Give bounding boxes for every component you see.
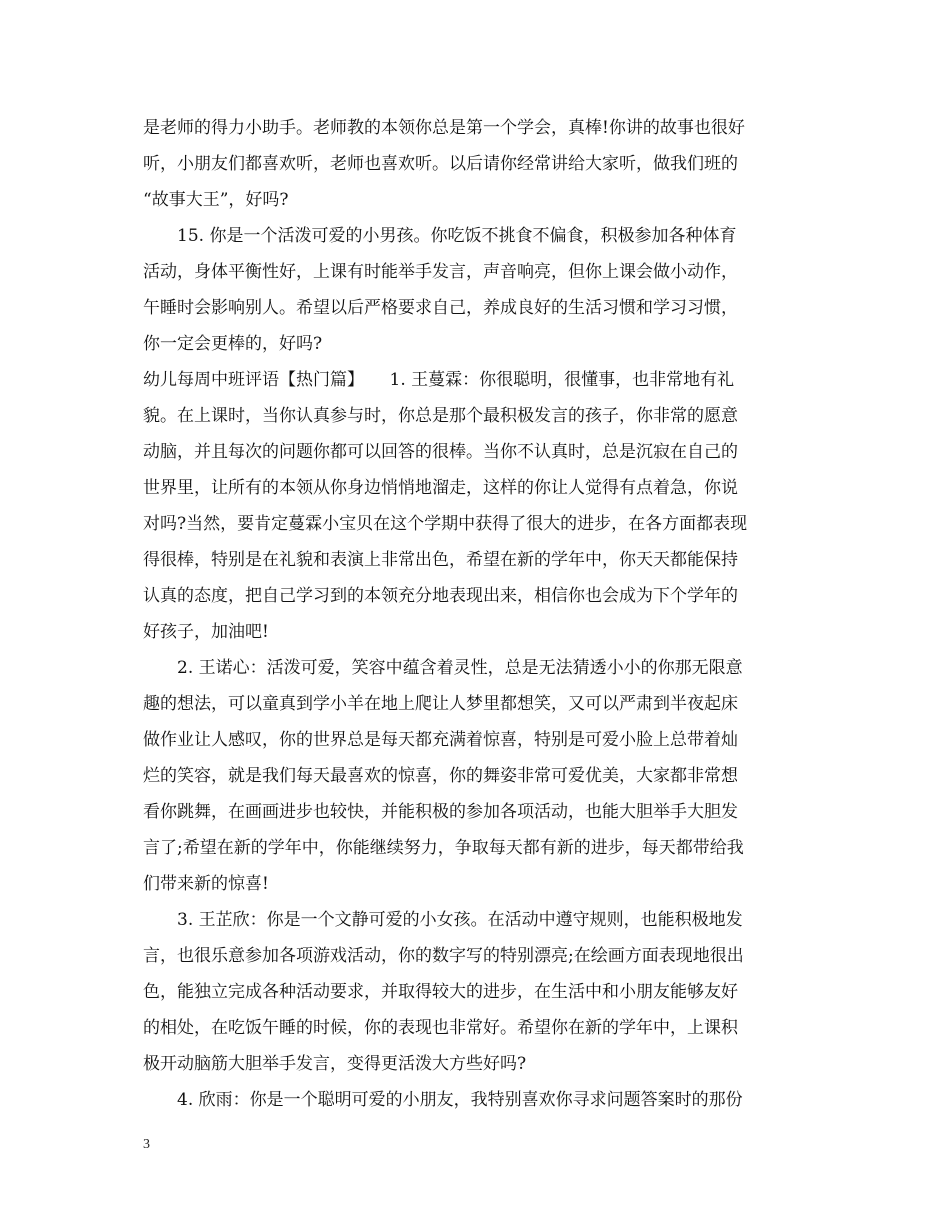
text-line: 趣的想法，可以童真到学小羊在地上爬让人梦里都想笑，又可以严肃到半夜起床: [143, 694, 738, 714]
text-line: 看你跳舞，在画画进步也较快，并能积极的参加各项活动，也能大胆举手大胆发: [143, 802, 738, 822]
text-line: 15. 你是一个活泼可爱的小男孩。你吃饭不挑食不偏食，积极参加各种体育: [177, 226, 737, 246]
text-line: 得很棒，特别是在礼貌和表演上非常出色，希望在新的学年中，你天天都能保持: [143, 550, 738, 570]
text-line: 活动，身体平衡性好，上课有时能举手发言，声音响亮，但你上课会做小动作，: [143, 262, 738, 282]
text-line: 听，小朋友们都喜欢听，老师也喜欢听。以后请你经常讲给大家听，做我们班的: [143, 154, 738, 174]
text-line: 认真的态度，把自己学习到的本领充分地表现出来，相信你也会成为下个学年的: [143, 586, 738, 606]
text-line: 你一定会更棒的，好吗?: [143, 334, 323, 354]
paragraph-2: [143, 218, 813, 362]
text-line: 对吗?当然，要肯定蔓霖小宝贝在这个学期中获得了很大的进步，在各方面都表现: [143, 514, 748, 534]
document-body: [143, 110, 813, 1118]
text-line: “故事大王”，好吗?: [143, 190, 289, 210]
text-line: 貌。在上课时，当你认真参与时，你总是那个最积极发言的孩子，你非常的愿意: [143, 406, 738, 426]
text-line: 动脑，并且每次的问题你都可以回答的很棒。当你不认真时，总是沉寂在自己的: [143, 442, 738, 462]
text-line: 2. 王诺心：活泼可爱，笑容中蕴含着灵性，总是无法猜透小小的你那无限意: [177, 658, 743, 678]
text-line: 好孩子，加油吧!: [143, 622, 269, 642]
text-line: 是老师的得力小助手。老师教的本领你总是第一个学会，真棒!你讲的故事也很好: [143, 118, 745, 138]
paragraph-4: [143, 650, 813, 902]
paragraph-5: [143, 902, 813, 1082]
paragraph-1: [143, 110, 813, 218]
text-line: 极开动脑筋大胆举手发言，变得更活泼大方些好吗?: [143, 1054, 527, 1074]
text-line: 4. 欣雨：你是一个聪明可爱的小朋友，我特别喜欢你寻求问题答案时的那份: [177, 1090, 743, 1110]
text-line: 们带来新的惊喜!: [143, 874, 269, 894]
text-line: 烂的笑容，就是我们每天最喜欢的惊喜，你的舞姿非常可爱优美，大家都非常想: [143, 766, 738, 786]
text-line: 世界里，让所有的本领从你身边悄悄地溜走，这样的你让人觉得有点着急，你说: [143, 478, 738, 498]
text-line: 做作业让人感叹，你的世界总是每天都充满着惊喜，特别是可爱小脸上总带着灿: [143, 730, 738, 750]
page-number: 3: [143, 1137, 150, 1152]
paragraph-6: [143, 1082, 813, 1118]
text-line: 午睡时会影响别人。希望以后严格要求自己，养成良好的生活习惯和学习习惯，: [143, 298, 738, 318]
paragraph-3: [143, 362, 813, 650]
text-line: 言，也很乐意参加各项游戏活动，你的数字写的特别漂亮;在绘画方面表现地很出: [143, 946, 744, 966]
text-line: 的相处，在吃饭午睡的时候，你的表现也非常好。希望你在新的学年中，上课积: [143, 1018, 738, 1038]
text-line: 幼儿每周中班评语【热门篇】 1. 王蔓霖：你很聪明，很懂事，也非常地有礼: [143, 370, 735, 390]
text-line: 3. 王芷欣：你是一个文静可爱的小女孩。在活动中遵守规则，也能积极地发: [177, 910, 743, 930]
text-line: 色，能独立完成各种活动要求，并取得较大的进步，在生活中和小朋友能够友好: [143, 982, 738, 1002]
text-line: 言了;希望在新的学年中，你能继续努力，争取每天都有新的进步，每天都带给我: [143, 838, 744, 858]
